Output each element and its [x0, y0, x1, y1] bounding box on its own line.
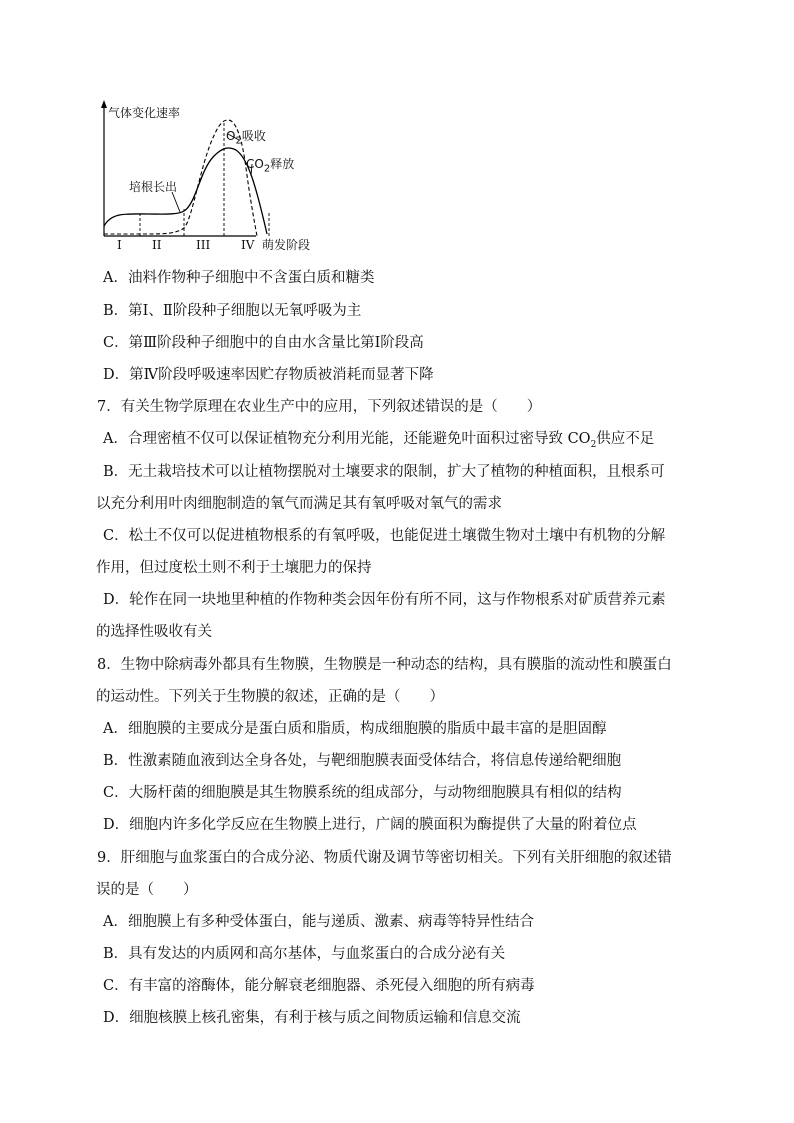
y-axis-arrow: [101, 100, 107, 108]
o2-uptake-label: $O_2$吸收: [226, 129, 266, 147]
stage-label-4: IV: [241, 238, 255, 252]
q7-option-d-line2: 的选择性吸收有关: [96, 624, 212, 640]
q9-option-d: D．细胞核膜上核孔密集，有利于核与质之间物质运输和信息交流: [103, 1010, 521, 1026]
q7-stem: 7．有关生物学原理在农业生产中的应用，下列叙述错误的是（ ）: [97, 399, 542, 415]
q7-option-a: A．合理密植不仅可以保证植物充分利用光能，还能避免叶面积过密导致 $CO_2$供应不足: [103, 431, 655, 450]
q7-option-c-line1: C．松土不仅可以促进植物根系的有氧呼吸，也能促进土壤微生物对土壤中有机物的分解: [103, 528, 666, 544]
q9-stem-line2: 误的是（ ）: [96, 882, 198, 898]
q9-option-a: A．细胞膜上有多种受体蛋白，能与递质、激素、病毒等特异性结合: [103, 914, 534, 930]
q8-option-a: A．细胞膜的主要成分是蛋白质和脂质，构成细胞膜的脂质中最丰富的是胆固醇: [103, 721, 607, 737]
co2-release-label: $CO_2$释放: [246, 157, 295, 175]
q6-option-a: A．油料作物种子细胞中不含蛋白质和糖类: [103, 270, 375, 286]
q8-option-c: C．大肠杆菌的细胞膜是其生物膜系统的组成部分，与动物细胞膜具有相似的结构: [103, 785, 622, 801]
q8-option-d: D．细胞内许多化学反应在生物膜上进行，广阔的膜面积为酶提供了大量的附着位点: [103, 817, 637, 833]
q7-option-b-line1: B．无土栽培技术可以让植物摆脱对土壤要求的限制，扩大了植物的种植面积，且根系可: [103, 464, 665, 480]
q9-stem-line1: 9．肝细胞与血浆蛋白的合成分泌、物质代谢及调节等密切相关。下列有关肝细胞的叙述错: [97, 850, 672, 866]
stage-label-3: III: [196, 238, 211, 252]
q7-option-d-line1: D．轮作在同一块地里种植的作物种类会因年份有所不同，这与作物根系对矿质营养元素: [103, 592, 666, 608]
q6-option-d: D．第Ⅳ阶段呼吸速率因贮存物质被消耗而显著下降: [103, 367, 434, 383]
stage-label-2: II: [152, 238, 162, 252]
gas-rate-chart: [96, 98, 326, 258]
stage-label-1: I: [117, 238, 122, 252]
q9-option-b: B．具有发达的内质网和高尔基体，与血浆蛋白的合成分泌有关: [103, 946, 506, 962]
q9-option-c: C．有丰富的溶酶体，能分解衰老细胞器、杀死侵入细胞的所有病毒: [103, 978, 535, 994]
q8-stem-line2: 的运动性。下列关于生物膜的叙述，正确的是（ ）: [96, 689, 444, 705]
q8-stem-line1: 8．生物中除病毒外都具有生物膜，生物膜是一种动态的结构，具有膜脂的流动性和膜蛋白: [97, 657, 672, 673]
q6-option-b: B．第Ⅰ、Ⅱ阶段种子细胞以无氧呼吸为主: [103, 303, 362, 319]
x-axis-label: 萌发阶段: [262, 238, 311, 252]
q7-option-b-line2: 以充分利用叶肉细胞制造的氧气而满足其有氧呼吸对氧气的需求: [96, 496, 502, 512]
y-axis-label: 气体变化速率: [108, 106, 181, 120]
q6-option-c: C．第Ⅲ阶段种子细胞中的自由水含量比第Ⅰ阶段高: [103, 335, 424, 351]
q7-option-c-line2: 作用，但过度松土则不利于土壤肥力的保持: [96, 560, 372, 576]
radicle-label: 培根长出: [129, 180, 178, 194]
radicle-leader-line: [172, 192, 180, 212]
q8-option-b: B．性激素随血液到达全身各处，与靶细胞膜表面受体结合，将信息传递给靶细胞: [103, 753, 622, 769]
gas-rate-figure: [96, 98, 326, 258]
